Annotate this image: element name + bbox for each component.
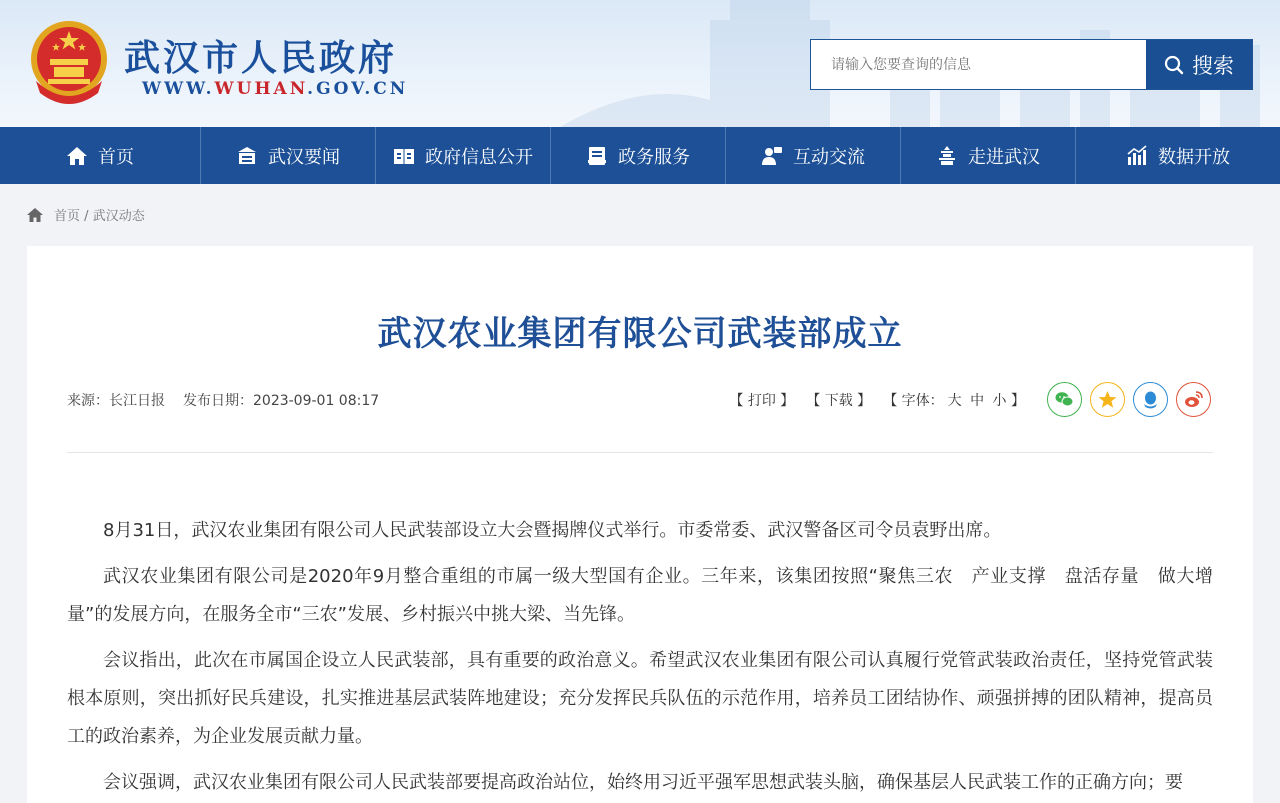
share-qzone-button[interactable] [1090,382,1125,417]
share-weibo-button[interactable] [1176,382,1211,417]
nav-item-label: 政务服务 [618,146,690,168]
search-button[interactable] [1146,40,1252,89]
article-tools [723,382,1211,417]
nav-item-label: 首页 [98,146,134,168]
nav-item-interaction[interactable] [726,127,901,184]
home-icon [26,207,44,223]
chat-icon [761,145,783,167]
breadcrumb-current-link[interactable]: 武汉动态 [92,209,145,224]
search-button-label: 搜索 [1192,53,1234,78]
share-wechat-button[interactable] [1047,382,1082,417]
font-size-suffix: 】 [1011,392,1025,409]
nav-item-label: 政府信息公开 [425,146,533,168]
article-body [67,512,1213,803]
main-nav [0,127,1280,184]
nav-item-explore-wuhan[interactable] [901,127,1076,184]
article-meta [67,390,379,410]
article-panel [27,246,1253,803]
breadcrumb-separator: / [84,209,89,224]
article-paragraph: 8月31日，武汉农业集团有限公司人民武装部设立大会暨揭牌仪式举行。市委常委、武汉警备区司令员袁野出席。 [103,520,1002,541]
search-input[interactable] [811,40,1146,89]
article-title: 武汉农业集团有限公司武装部成立 [377,314,903,354]
nav-item-open-data[interactable] [1076,127,1280,184]
site-url [142,79,408,99]
search-icon [1164,55,1184,75]
article-paragraph: 会议强调，武汉农业集团有限公司人民武装部要提高政治站位，始终用习近平强军思想武装头脑，确保基层人民武装工作的正确方向；要 [103,772,1183,793]
font-size-label [883,390,1025,410]
search-box [810,39,1253,90]
font-small-button[interactable]: 小 [992,392,1007,409]
site-url-highlight: WUHAN [214,79,308,99]
site-url-prefix: WWW. [142,79,215,99]
article-date: 发布日期：2023-09-01 08:17 [183,393,380,409]
share-buttons [1047,382,1211,417]
share-qq-button[interactable] [1133,382,1168,417]
landmark-icon [936,145,958,167]
qq-icon [1140,389,1161,410]
nav-item-label: 数据开放 [1158,146,1230,168]
wechat-icon [1054,389,1075,410]
site-url-suffix: .GOV.CN [307,79,409,99]
service-icon [586,145,608,167]
print-button[interactable]: 【 打印 】 [729,392,795,409]
font-size-prefix: 【 字体： [883,392,944,409]
nav-item-label: 武汉要闻 [268,146,340,168]
nav-item-gov-service[interactable] [551,127,726,184]
breadcrumb-home-link[interactable]: 首页 [54,209,81,224]
nav-item-wuhan-news[interactable] [201,127,376,184]
article-paragraph: 武汉农业集团有限公司是2020年9月整合重组的市属一级大型国有企业。三年来，该集团按照“聚焦三农 产业支撑 盘活存量 做大增量”的发展方向，在服务全市“三农”发展、乡村振兴中挑大梁、当先锋。 [67,566,1213,625]
font-large-button[interactable]: 大 [947,392,962,409]
chart-icon [1126,145,1148,167]
nav-item-label: 走进武汉 [968,146,1040,168]
article-paragraph: 会议指出，此次在市属国企设立人民武装部，具有重要的政治意义。希望武汉农业集团有限公司认真履行党管武装政治责任，坚持党管武装根本原则，突出抓好民兵建设，扎实推进基层武装阵地建设；充分发挥民兵队伍的示范作用，培养员工团结协作、顽强拼搏的团队精神，提高员工的政治素养，为企业发展贡献力量。 [67,650,1213,747]
nav-item-gov-info[interactable] [376,127,551,184]
nav-item-label: 互动交流 [793,146,865,168]
font-medium-button[interactable]: 中 [970,392,985,409]
national-emblem-logo [28,19,110,105]
breadcrumb [26,205,145,224]
qzone-icon [1097,389,1118,410]
site-header [0,0,1280,127]
news-icon [236,145,258,167]
download-button[interactable]: 【 下载 】 [806,392,872,409]
nav-item-home[interactable] [0,127,201,184]
weibo-icon [1183,389,1204,410]
site-title: 武汉市人民政府 [124,38,398,79]
divider [67,452,1213,453]
home-icon [66,145,88,167]
article-source: 来源：长江日报 [67,393,165,409]
book-icon [393,145,415,167]
